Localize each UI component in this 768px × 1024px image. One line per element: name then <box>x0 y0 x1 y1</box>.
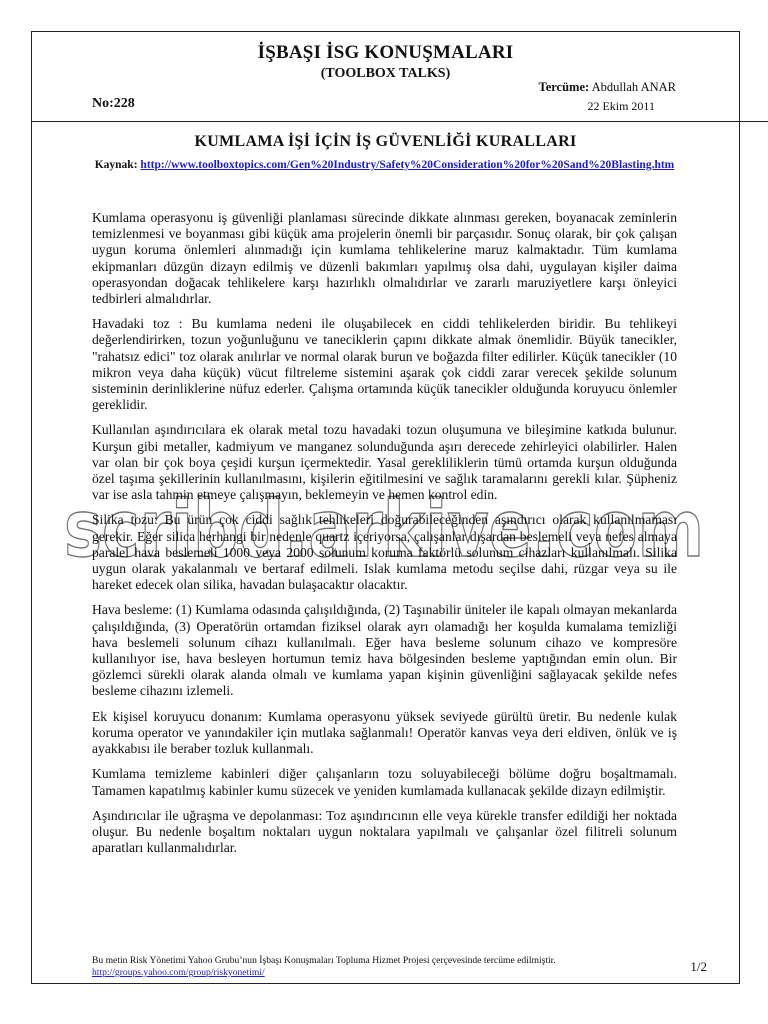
paragraph: Kumlama temizleme kabinleri diğer çalışanların tozu soluyabileceği bölüme doğru boşaltmamalı. Tamamen kapatılmış kabinler kumu süzecek ve yeniden kumlamada kullanacak şekilde dizayn edilmiştir. <box>92 766 677 798</box>
footer <box>92 955 677 979</box>
issue-number: No:228 <box>92 96 135 111</box>
translator-credit <box>539 80 677 95</box>
translator-name: Abdullah ANAR <box>591 80 676 94</box>
paragraph: Aşındırıcılar ile uğraşma ve depolanması: Toz aşındırıcının elle veya kürekle transfer edildiği her noktada oluşur. Bu nedenle boşaltım noktaları uygun noktalara yapılmalı ve çalışanlar özel filitreli solunum aparatları kullanmalıdırlar. <box>92 807 677 856</box>
footer-link[interactable]: http://groups.yahoo.com/group/riskyonetimi/ <box>92 967 265 978</box>
source-link[interactable]: http://www.toolboxtopics.com/Gen%20Industry/Safety%20Consideration%20for%20Sand%20Blasting.htm <box>140 159 675 171</box>
body-text <box>92 210 677 865</box>
source-line <box>92 158 677 172</box>
header-divider <box>31 121 768 122</box>
paragraph: Kumlama operasyonu iş güvenliği planlaması sürecinde dikkate alınması gereken, boyanacak zeminlerin temizlenmesi ve boyanması gibi küçük ama projelerin önemli bir parçasıdır. Sonuç olarak, bir çok çalışan uygun koruma önlemleri alınmadığı için kumlama tehlikelerine maruz kalmaktadır. Tüm kumlama ekipmanları düzgün dizayn edilmiş ve düzenli bakımları yapılmış olsa dahi, uygulayan kişiler daima operasyondan doğacak tehlikelere karşı hazırlıklı olmalıdırlar ve zararlı maruziyetlere karşı önleyici tedbirleri almalıdırlar. <box>92 210 677 307</box>
document-title: KUMLAMA İŞİ İÇİN İŞ GÜVENLİĞİ KURALLARI <box>194 133 577 150</box>
issue-date: 22 Ekim 2011 <box>587 99 655 113</box>
watermark-text: scribd.arkive.com <box>64 485 704 575</box>
paragraph: Havadaki toz : Bu kumlama nedeni ile oluşabilecek en ciddi tehlikelerden biridir. Bu tehlikeyi değerlendirirken, tozun yoğunluğunu ve taneciklerin çapını dikkate almak önemlidir. Büyük tanecikler, "rahatsız edici" toz olarak anılırlar ve normal olarak burun ve boğazda filter edilirler. Küçük tanecikler (10 mikron veya daha küçük) vücut filtreleme sistemini aşarak çok ciddi zarar verecek şekilde solunum sisteminin derinliklerine nüfuz ederler. Çalışma ortamında küçük tanecikler olduğunda koruyucu önlemler gereklidir. <box>92 316 677 413</box>
page-number: 1/2 <box>690 959 707 974</box>
source-label: Kaynak: <box>94 159 138 171</box>
paragraph: Ek kişisel koruyucu donanım: Kumlama operasyonu yüksek seviyede gürültü üretir. Bu nedenle kulak koruma operator ve yanındakiler için mutlaka sağlanmalı! Operatör kanvas veya deri eldiven, önlük ve iş ayakkabısı ile beraber tozluk kullanmalı. <box>92 708 677 757</box>
bulletin-subtitle: (TOOLBOX TALKS) <box>320 66 451 81</box>
paragraph: Silika tozu: Bu ürün çok ciddi sağlık tehlikeleri doğurabileceğinden aşındırıcı olarak kullanılmaması gerekir. Eğer silica herhangi bir nedenle quartz içeriyorsa, çalışanlar dışardan beslemeli veya nefes almaya paralel hava beslemeli 1000 veya 2000 solunum koruma faktörlü solunum cihazları kullanılmalı. Silika uygun olarak yakalanmalı ve bertaraf edilmeli. Islak kumlama metodu seçilse dahi, rüzgar veya su ile hareket edecek olan silika, havadan bulaşacaktır olacaktır. <box>92 512 677 593</box>
translator-label: Tercüme: <box>538 80 590 94</box>
paragraph: Hava besleme: (1) Kumlama odasında çalışıldığında, (2) Taşınabilir üniteler ile kapalı olmayan mekanlarda çalışıldığında, (3) Operatörün ortamdan fiziksel olarak ayrı olamadığı her koşulda kumalama temizliği hava beslemeli solunum cihazı kullanılmalı. Eğer hava besleme solunum cihazo ve kompresöre kullanılıyor ise, hava besleyen hortumun temiz hava bölgesinden besleme yaptığından emin olun. Bir gözlemci sürekli olarak alanda olmalı ve kumlama yapan kişinin güvenliğini sağlayacak şekilde nefes besleme cihazını izlemeli. <box>92 602 677 699</box>
paragraph: Kullanılan aşındırıcılara ek olarak metal tozu havadaki tozun oluşumuna ve bileşimine katkıda bulunur. Kurşun gibi metaller, kadmiyum ve manganez solunduğunda aşırı derecede zehirleyici olabilirler. Halen var olan bir çok boya çeşidi kurşun içermektedir. Yasal gerekliliklerin tümü ortamda kurşun olduğunda özel taşıma şekillerinin kullanılmasını, kişilerin eğitilmesini ve sağlık taramalarını gerekli kılar. Şüpheniz var ise asla tahmin etmeye çalışmayın, beklemeyin ve hemen kontrol edin. <box>92 422 677 503</box>
footer-note: Bu metin Risk Yönetimi Yahoo Grubu’nun İşbaşı Konuşmaları Topluma Hizmet Projesi çerçevesinde tercüme edilmiştir. <box>92 955 556 966</box>
bulletin-title: İŞBAŞI İSG KONUŞMALARI <box>257 42 514 63</box>
